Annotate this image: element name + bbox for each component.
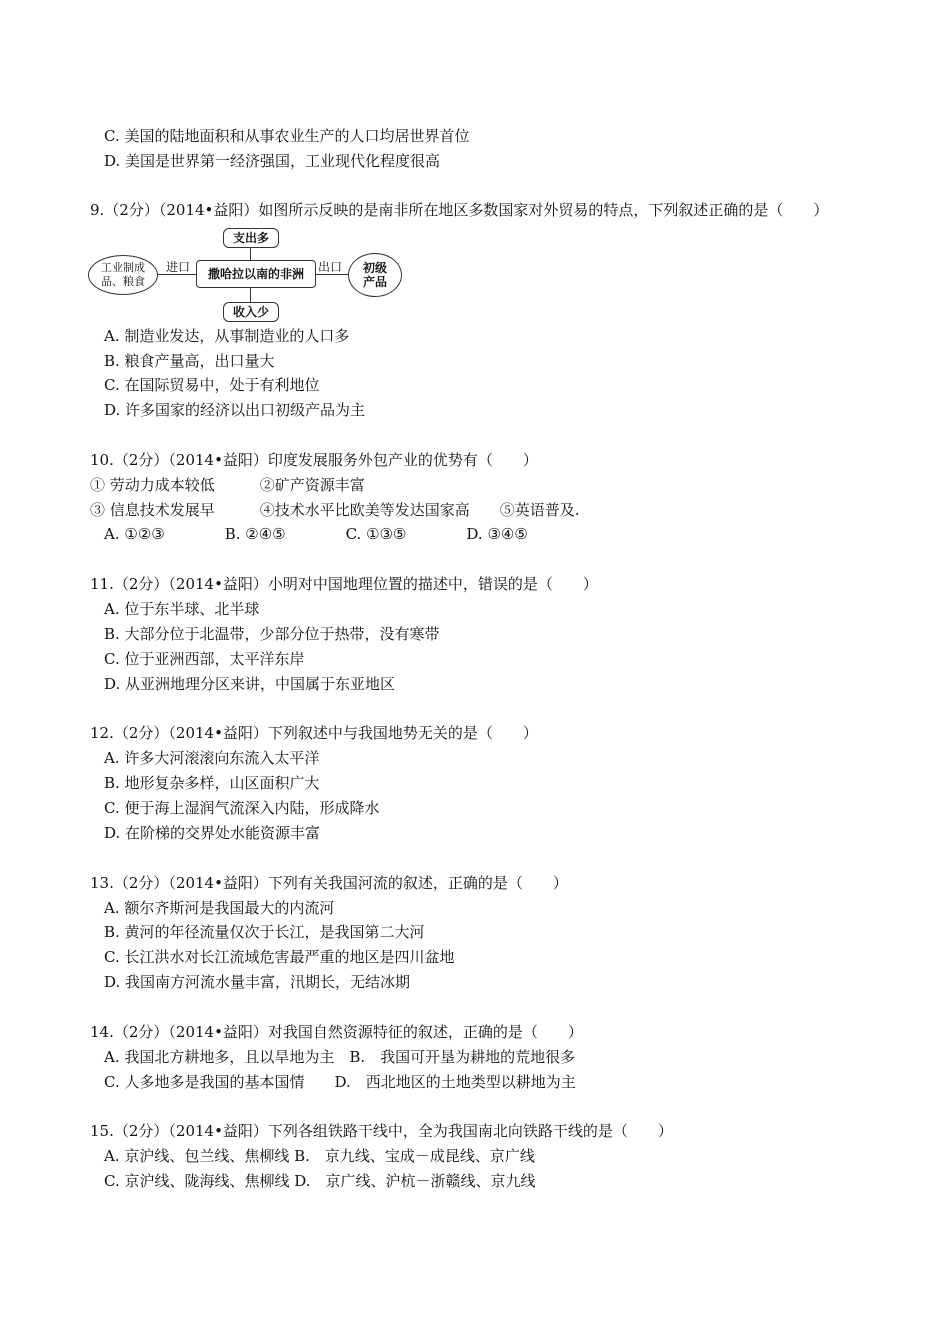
- q12-option-a: A. 许多大河滚滚向东流入太平洋: [104, 749, 320, 767]
- q12-option-c: C. 便于海上湿润气流深入内陆，形成降水: [104, 799, 380, 817]
- q15-stem: 15.（2分）（2014•益阳）下列各组铁路干线中，全为我国南北向铁路干线的是（ ）: [90, 1122, 673, 1140]
- q10-statement-line2: ③ 信息技术发展早 ④技术水平比欧美等发达国家高 ⑤英语普及.: [90, 501, 580, 519]
- q13-option-c: C. 长江洪水对长江流域危害最严重的地区是四川盆地: [104, 948, 455, 966]
- diagram-left-line2: 品、粮食: [101, 275, 145, 288]
- q14-stem: 14.（2分）（2014•益阳）对我国自然资源特征的叙述，正确的是（ ）: [90, 1023, 583, 1041]
- diagram-center-box: 撒哈拉以南的非洲: [196, 260, 316, 288]
- q13-option-d: D. 我国南方河流水量丰富，汛期长，无结冰期: [104, 973, 411, 991]
- q11-stem: 11.（2分）（2014•益阳）小明对中国地理位置的描述中，错误的是（ ）: [90, 575, 598, 593]
- q9-option-d: D. 许多国家的经济以出口初级产品为主: [104, 401, 366, 419]
- q11-option-a: A. 位于东半球、北半球: [104, 600, 260, 618]
- q11-option-d: D. 从亚洲地理分区来讲，中国属于东亚地区: [104, 675, 396, 693]
- diagram-export-label: 出口: [318, 260, 343, 274]
- q10-statement-line1: ① 劳动力成本较低 ②矿产资源丰富: [90, 476, 365, 494]
- q13-option-b: B. 黄河的年径流量仅次于长江，是我国第二大河: [104, 923, 425, 941]
- q8-option-c: C. 美国的陆地面积和从事农业生产的人口均居世界首位: [104, 127, 470, 145]
- diagram-bottom-box: 收入少: [223, 302, 279, 322]
- diagram-top-box: 支出多: [223, 228, 279, 248]
- diagram-import-label: 进口: [166, 260, 191, 274]
- q14-options-cd: C. 人多地多是我国的基本国情 D. 西北地区的土地类型以耕地为主: [104, 1073, 576, 1091]
- q9-option-b: B. 粮食产量高，出口量大: [104, 352, 275, 370]
- q12-option-d: D. 在阶梯的交界处水能资源丰富: [104, 824, 321, 842]
- q12-stem: 12.（2分）（2014•益阳）下列叙述中与我国地势无关的是（ ）: [90, 724, 538, 742]
- q15-options-cd: C. 京沪线、陇海线、焦柳线 D. 京广线、沪杭－浙赣线、京九线: [104, 1172, 536, 1190]
- q9-option-c: C. 在国际贸易中，处于有利地位: [104, 376, 320, 394]
- q10-options: A. ①②③ B. ②④⑤ C. ①③⑤ D. ③④⑤: [104, 525, 528, 543]
- diagram-right-box: [348, 253, 402, 297]
- q11-option-c: C. 位于亚洲西部，太平洋东岸: [104, 650, 305, 668]
- q10-stem: 10.（2分）（2014•益阳）印度发展服务外包产业的优势有（ ）: [90, 451, 538, 469]
- diagram-left-line1: 工业制成: [101, 261, 145, 274]
- diagram-right-line1: 初级: [362, 261, 387, 275]
- q13-stem: 13.（2分）（2014•益阳）下列有关我国河流的叙述，正确的是（ ）: [90, 874, 568, 892]
- diagram-right-line2: 产品: [362, 275, 387, 289]
- q9-option-a: A. 制造业发达，从事制造业的人口多: [104, 327, 350, 345]
- q8-option-d: D. 美国是世界第一经济强国，工业现代化程度很高: [104, 152, 441, 170]
- q12-option-b: B. 地形复杂多样，山区面积广大: [104, 774, 320, 792]
- q15-options-ab: A. 京沪线、包兰线、焦柳线 B. 京九线、宝成－成昆线、京广线: [104, 1147, 535, 1165]
- q13-option-a: A. 额尔齐斯河是我国最大的内流河: [104, 899, 335, 917]
- trade-diagram: [88, 228, 408, 320]
- diagram-left-box: [88, 255, 158, 295]
- q14-options-ab: A. 我国北方耕地多，且以旱地为主 B. 我国可开垦为耕地的荒地很多: [104, 1048, 576, 1066]
- q9-stem: 9.（2分）（2014•益阳）如图所示反映的是南非所在地区多数国家对外贸易的特点，下列叙述正确的是（ ）: [90, 201, 829, 219]
- q11-option-b: B. 大部分位于北温带，少部分位于热带，没有寒带: [104, 625, 440, 643]
